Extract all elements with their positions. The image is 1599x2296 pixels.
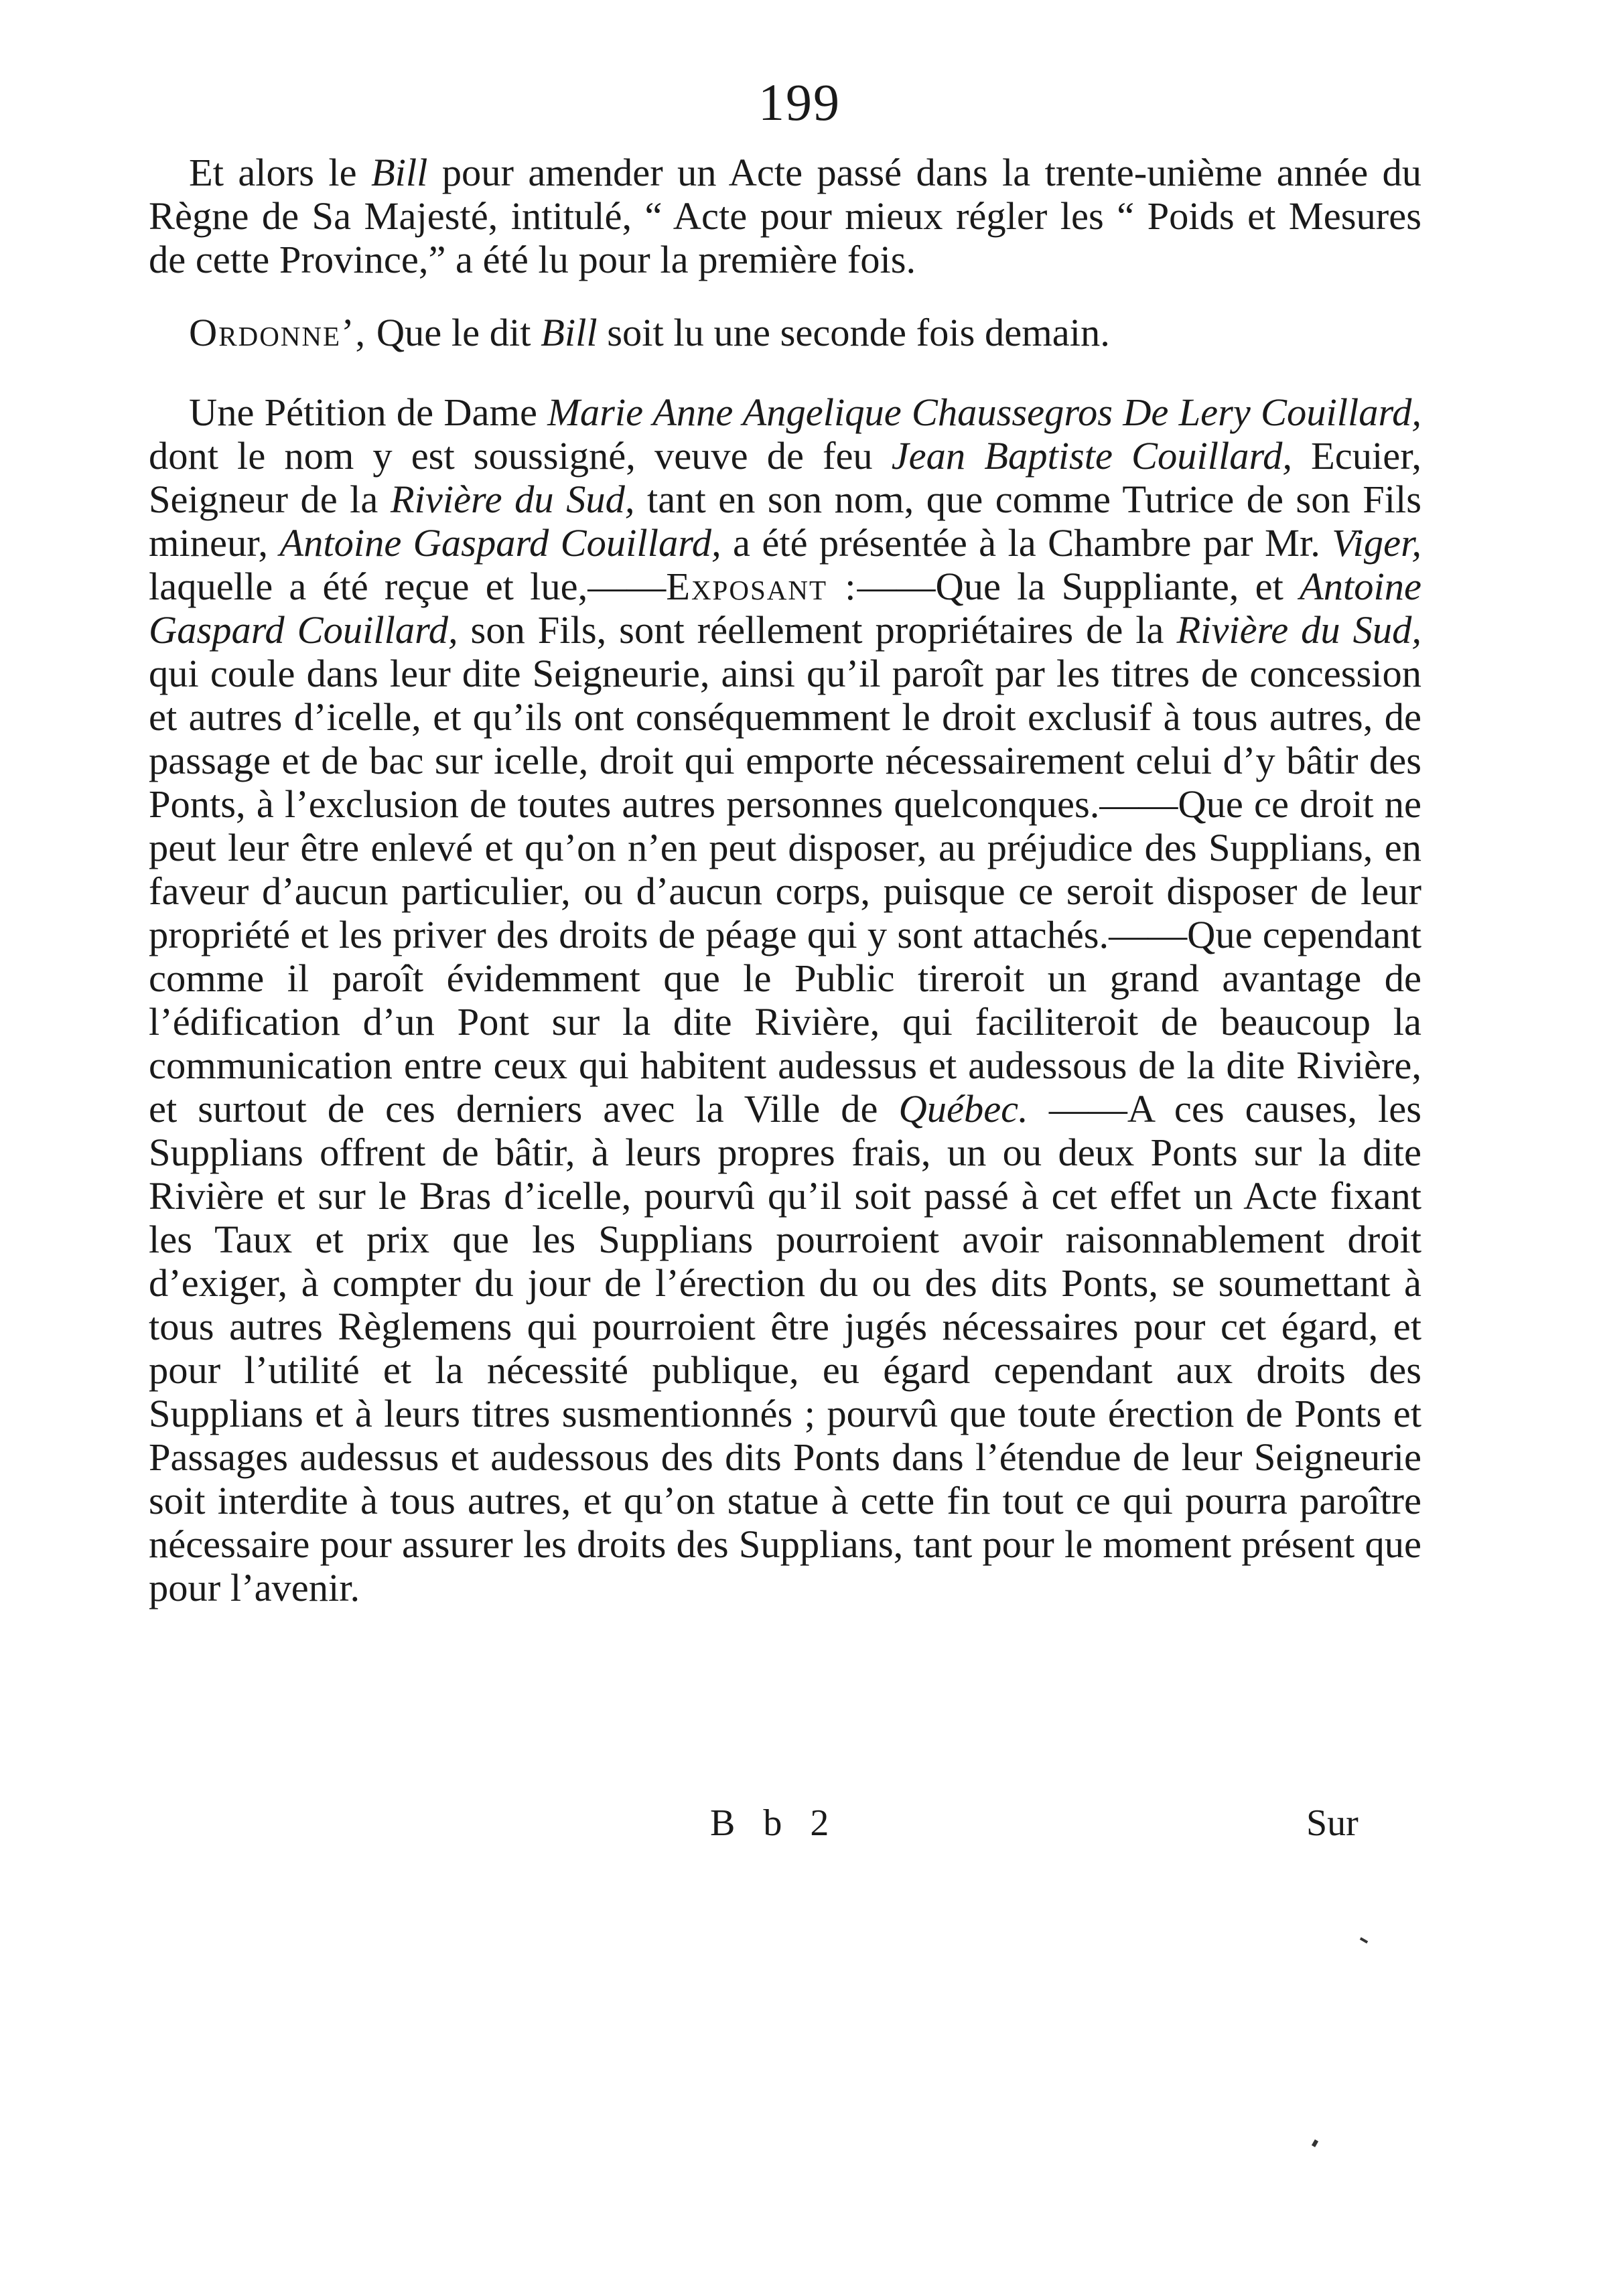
bill-word: Bill	[541, 311, 598, 354]
text-run: dont le nom y est soussigné, veuve de feu	[149, 434, 892, 478]
text-run: laquelle a été reçue et lue,——	[149, 565, 667, 608]
text-run: son Fils, sont réellement propriétaires de la	[458, 608, 1177, 652]
ink-speck	[1312, 2139, 1318, 2147]
text-run: a été présentée à la Chambre par Mr.	[721, 521, 1332, 565]
text-run: qui coule dans leur dite Seigneurie, ainsi qu’il paroît par les titres de concession et autres d’icelle, et qu’ils ont conséquemment le droit exclusif à tous autres, de passage et de bac sur icelle, droit qui emporte nécessairement celui d’y bâtir des Ponts, à l’exclusion de toutes autres personnes quelconques.——Que ce droit ne peut leur être enlevé et qu’on n’en peut disposer, au préjudice des Supplians, en faveur d’aucun particulier, ou d’aucun corps, puisque ce seroit disposer de leur propriété et les priver des droits de péage qui y sont attachés.——Que cependant comme il paroît évidemment que le Public tireroit un grand avantage de l’édification d’un Pont sur la dite Rivière, qui faciliteroit de beaucoup la communication entre ceux qui habitent audessus et audessous de la dite Rivière, et surtout de ces derniers avec la Ville de	[149, 652, 1421, 1131]
place-name: Rivière du Sud,	[390, 478, 635, 521]
person-name: Antoine Gaspard Couillard,	[279, 521, 721, 565]
catchword: Sur	[1306, 1802, 1359, 1844]
text-run: Et alors le	[189, 151, 371, 194]
text-run: ——Que la Suppliante, et	[857, 565, 1300, 608]
text-run: ——A ces causes, les Supplians offrent de bâtir, à leurs propres frais, un ou deux Ponts sur la dite Rivière et sur le Bras d’icelle, pourvû qu’il soit passé à cet effet un Acte fixant les Taux et prix que les Supplians pourroient avoir raisonnablement droit d’exiger, à compter du jour de l’érection du ou des dits Ponts, se soumettant à tous autres Règlemens qui pourroient être jugés nécessaires pour cet égard, et pour l’utilité et la nécessité publique, eu égard cependant aux droits des Supplians et à leurs titres susmentionnés ; pourvû que toute érection de Ponts et Passages audessus et audessous des dits Ponts dans l’étendue de leur Seigneurie soit interdite à tous autres, et qu’on statue à cette fin tout ce qui pourra paroître nécessaire pour assurer les droits des Supplians, tant pour le moment présent que pour l’avenir.	[149, 1087, 1421, 1609]
text-run: Ecuier, Seigneur de la	[149, 434, 1421, 521]
person-name: Viger,	[1332, 521, 1421, 565]
text-run: pour amender un Acte passé dans la trente-unième année du Règne de Sa Majesté, intitulé, “ Acte pour mieux régler les “ Poids et Mesures de cette Province,” a été lu pour la première fois.	[149, 151, 1421, 281]
text-run: tant en son nom, que comme Tutrice de son Fils mineur,	[149, 478, 1422, 565]
place-name: Québec.	[898, 1087, 1028, 1131]
page-body	[149, 151, 1421, 1609]
person-name: Marie Anne Angelique Chaussegros De Lery Couillard,	[547, 390, 1421, 434]
signature-mark: B b 2	[710, 1802, 839, 1844]
ordonne-heading: Ordonne’,	[189, 311, 367, 354]
exposant-heading: Exposant :	[666, 565, 857, 608]
text-run: soit lu une seconde fois demain.	[597, 311, 1110, 354]
paragraph-ordonne	[149, 311, 1421, 354]
place-name: Rivière du Sud,	[1176, 608, 1421, 652]
text-run: Que le dit	[366, 311, 541, 354]
page-number: 199	[758, 73, 841, 131]
paragraph-bill-first-reading	[149, 151, 1421, 281]
paragraph-petition	[149, 390, 1421, 1609]
ink-speck	[1360, 1937, 1368, 1943]
text-run: Une Pétition de Dame	[189, 390, 548, 434]
person-name: Antoine Gaspard Couillard,	[149, 565, 1421, 652]
person-name: Jean Baptiste Couillard,	[891, 434, 1292, 478]
bill-word: Bill	[370, 151, 428, 194]
